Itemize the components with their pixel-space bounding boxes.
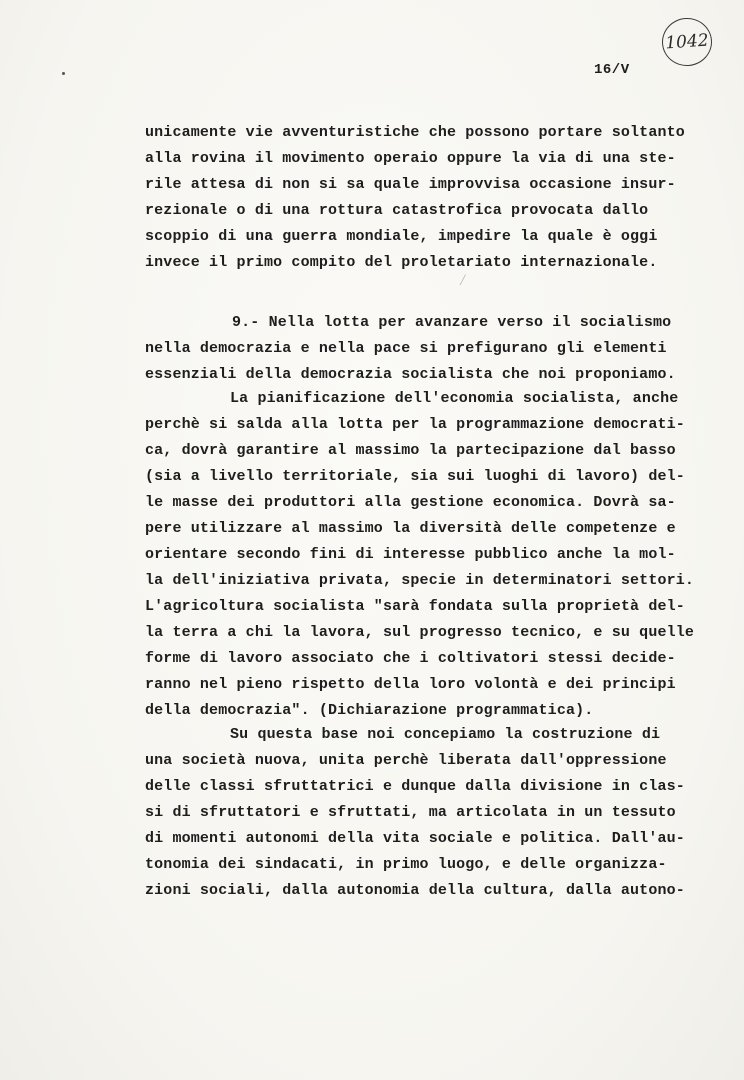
margin-dot [62, 72, 65, 75]
text-line: ca, dovrà garantire al massimo la partecipazione dal basso [145, 442, 676, 459]
paragraph-start: Su questa base noi concepiamo la costruzione di [230, 726, 661, 743]
text-line: delle classi sfruttatrici e dunque dalla divisione in clas- [145, 778, 685, 795]
text-line: della democrazia". (Dichiarazione programmatica). [145, 702, 594, 719]
text-line: ranno nel pieno rispetto della loro volontà e dei principi [145, 676, 676, 693]
text-line: forme di lavoro associato che i coltivatori stessi decide- [145, 650, 676, 667]
text-line: tonomia dei sindacati, in primo luogo, e delle organizza- [145, 856, 667, 873]
text-line: unicamente vie avventuristiche che possono portare soltanto [145, 124, 685, 141]
text-line: le masse dei produttori alla gestione economica. Dovrà sa- [145, 494, 676, 511]
text-line: rile attesa di non si sa quale improvvisa occasione insur- [145, 176, 676, 193]
text-line: perchè si salda alla lotta per la programmazione democrati- [145, 416, 685, 433]
page-number: 16/V [594, 62, 630, 78]
text-line: scoppio di una guerra mondiale, impedire la quale è oggi [145, 228, 658, 245]
text-line: alla rovina il movimento operaio oppure la via di una ste- [145, 150, 676, 167]
pencil-mark-icon: ⁄ [458, 272, 468, 290]
text-line: la terra a chi la lavora, sul progresso tecnico, e su quelle [145, 624, 695, 641]
archive-stamp: 1042 [660, 16, 713, 67]
paragraph-start: La pianificazione dell'economia socialista, anche [230, 390, 679, 407]
text-line: si di sfruttatori e sfruttati, ma articolata in un tessuto [145, 804, 676, 821]
text-line: invece il primo compito del proletariato internazionale. [145, 254, 658, 271]
text-line: (sia a livello territoriale, sia sui luoghi di lavoro) del- [145, 468, 685, 485]
text-line: orientare secondo fini di interesse pubblico anche la mol- [145, 546, 676, 563]
paragraph-start: 9.- Nella lotta per avanzare verso il socialismo [232, 314, 672, 331]
text-line: una società nuova, unita perchè liberata dall'oppressione [145, 752, 667, 769]
text-line: zioni sociali, dalla autonomia della cultura, dalla autono- [145, 882, 685, 899]
text-line: essenziali della democrazia socialista che noi proponiamo. [145, 366, 676, 383]
text-line: rezionale o di una rottura catastrofica provocata dallo [145, 202, 649, 219]
text-line: la dell'iniziativa privata, specie in determinatori settori. [145, 572, 695, 589]
text-line: nella democrazia e nella pace si prefigurano gli elementi [145, 340, 667, 357]
text-line: L'agricoltura socialista "sarà fondata sulla proprietà del- [145, 598, 685, 615]
text-line: di momenti autonomi della vita sociale e politica. Dall'au- [145, 830, 685, 847]
text-line: pere utilizzare al massimo la diversità delle competenze e [145, 520, 676, 537]
